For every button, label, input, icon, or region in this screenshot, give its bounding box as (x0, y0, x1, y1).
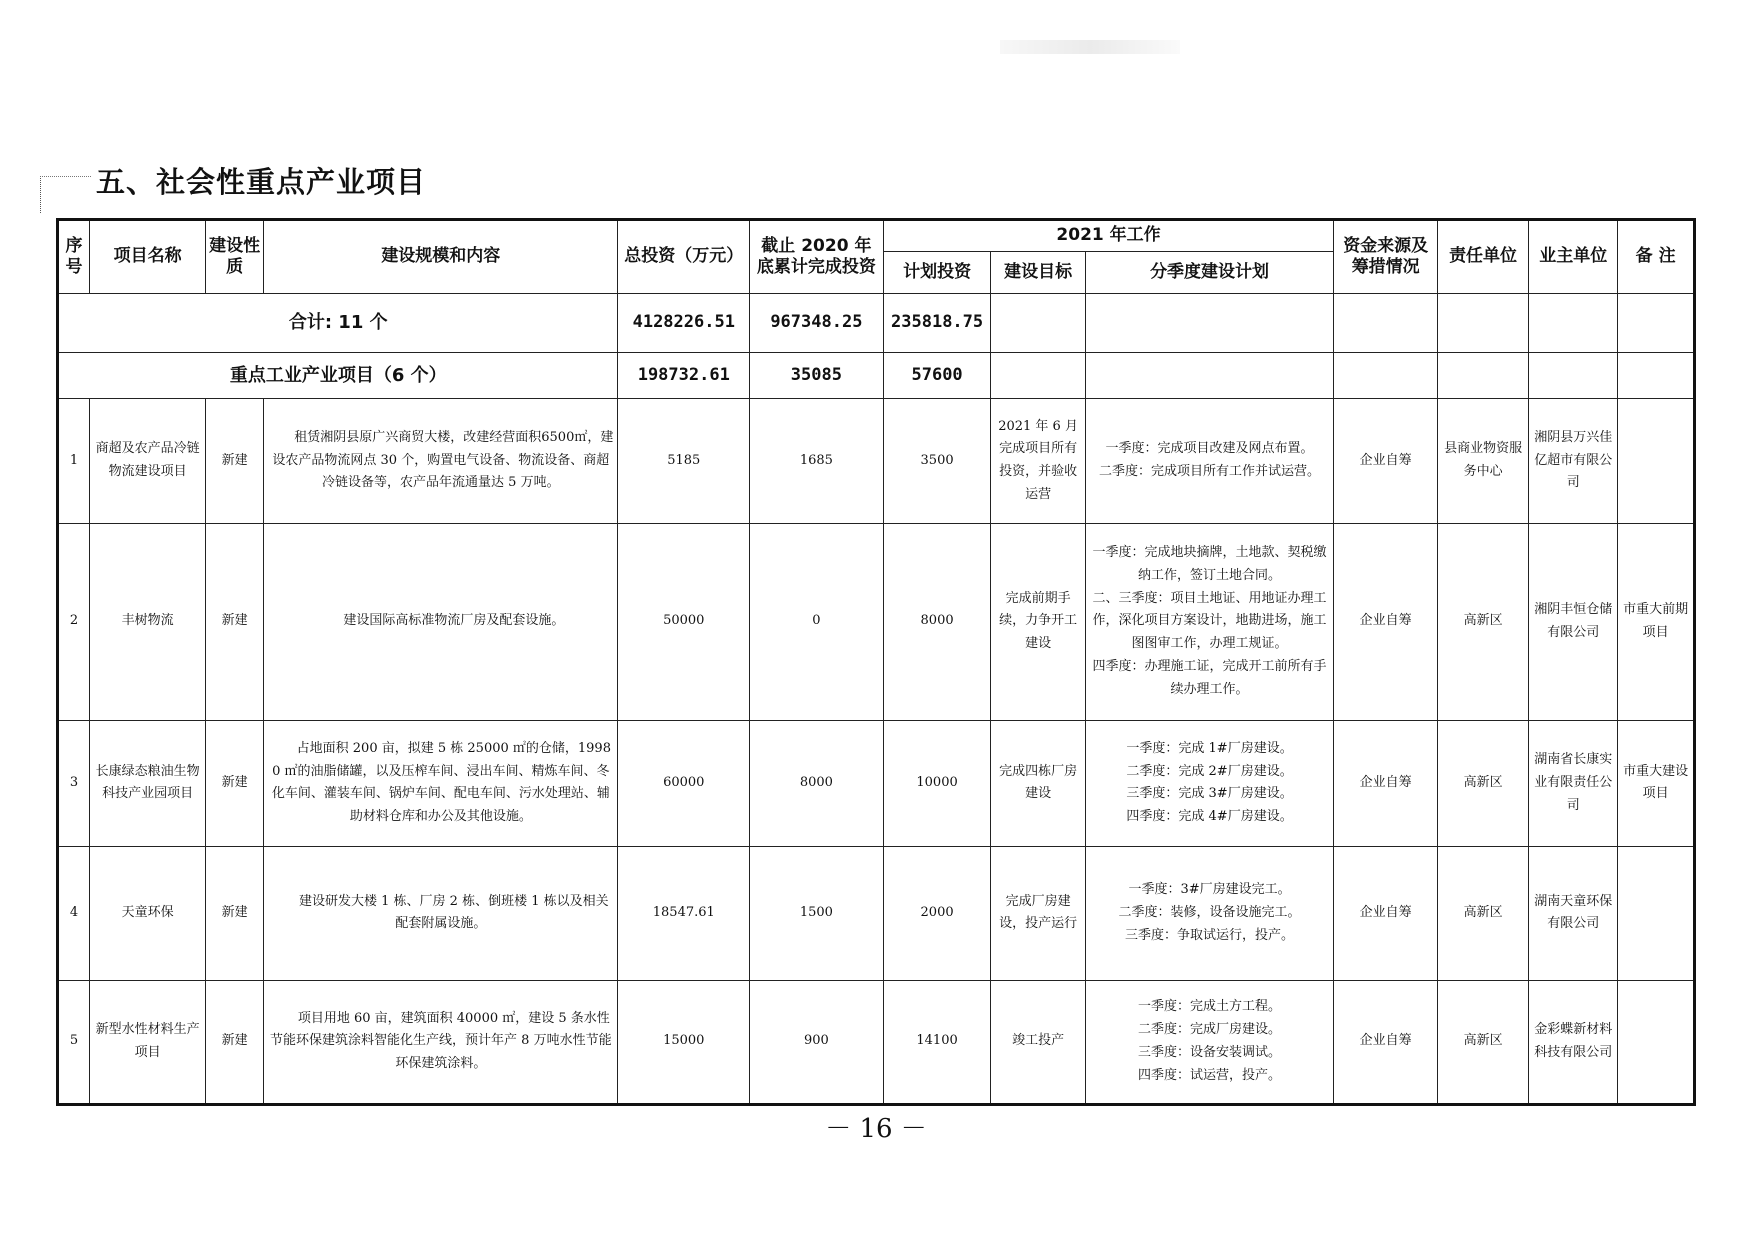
project-table (56, 218, 1696, 1106)
subtotal-row (58, 352, 1695, 399)
scan-artifact (1000, 40, 1180, 54)
subtotal-cumulative-value: 35085 (750, 352, 884, 399)
row-plan-invest: 2000 (883, 847, 991, 981)
row-funding: 企业自筹 (1334, 720, 1438, 847)
quarterly-plan-line: 一季度：完成土方工程。 (1138, 999, 1282, 1015)
row-name: 丰树物流 (90, 523, 206, 720)
row-funding: 企业自筹 (1334, 980, 1438, 1104)
header-nature: 建设性质 (206, 220, 264, 294)
row-name: 商超及农产品冷链物流建设项目 (90, 399, 206, 523)
project-row (58, 980, 1695, 1104)
quarterly-plan-line: 三季度：设备安装调试。 (1138, 1044, 1282, 1060)
row-funding: 企业自筹 (1334, 523, 1438, 720)
header-responsible: 责任单位 (1437, 220, 1528, 294)
row-plan-invest: 8000 (883, 523, 991, 720)
header-funding: 资金来源及筹措情况 (1334, 220, 1438, 294)
quarterly-plan-line: 一季度：完成地块摘牌，土地款、契税缴纳工作，签订土地合同。 (1092, 545, 1327, 583)
row-cumulative: 8000 (750, 720, 884, 847)
quarterly-plan-line: 三季度：完成 3#厂房建设。 (1126, 786, 1293, 802)
subtotal-invest-value: 198732.61 (618, 352, 750, 399)
row-target: 完成厂房建设，投产运行 (991, 847, 1085, 981)
row-scale: 占地面积 200 亩，拟建 5 栋 25000 ㎡的仓储，19980 ㎡的油脂储罐，以及压榨车间、浸出车间、精炼车间、冬化车间、灌装车间、锅炉车间、配电车间、污水处理站、辅助材料仓库和办公及其他设施。 (264, 720, 618, 847)
total-invest-value: 4128226.51 (618, 294, 750, 353)
quarterly-plan-line: 一季度：3#厂房建设完工。 (1128, 882, 1291, 898)
quarterly-plan-line: 二季度：完成项目所有工作并试运营。 (1099, 464, 1321, 480)
row-total-invest: 18547.61 (618, 847, 750, 981)
row-total-invest: 60000 (618, 720, 750, 847)
subtotal-label: 重点工业产业项目（6 个） (58, 352, 618, 399)
header-target: 建设目标 (991, 252, 1085, 294)
row-total-invest: 5185 (618, 399, 750, 523)
row-scale: 租赁湘阴县原广兴商贸大楼，改建经营面积6500㎡，建设农产品物流网点 30 个，购置电气设备、物流设备、商超冷链设备等，农产品年流通量达 5 万吨。 (264, 399, 618, 523)
row-remarks (1618, 399, 1695, 523)
header-remarks: 备 注 (1618, 220, 1695, 294)
row-scale: 项目用地 60 亩，建筑面积 40000 ㎡，建设 5 条水性节能环保建筑涂料智能化生产线，预计年产 8 万吨水性节能环保建筑涂料。 (264, 980, 618, 1104)
row-name: 长康绿态粮油生物科技产业园项目 (90, 720, 206, 847)
total-plan-invest-value: 235818.75 (883, 294, 991, 353)
total-cumulative-value: 967348.25 (750, 294, 884, 353)
header-owner: 业主单位 (1529, 220, 1618, 294)
header-seq: 序号 (58, 220, 90, 294)
quarterly-plan-line: 三季度：争取试运行，投产。 (1125, 927, 1295, 943)
row-plan-invest: 10000 (883, 720, 991, 847)
row-owner: 湘阴县万兴佳亿超市有限公司 (1529, 399, 1618, 523)
quarterly-plan-line: 一季度：完成 1#厂房建设。 (1126, 740, 1293, 756)
row-remarks (1618, 847, 1695, 981)
quarterly-plan-line: 一季度：完成项目改建及网点布置。 (1105, 441, 1314, 457)
row-target: 完成四栋厂房建设 (991, 720, 1085, 847)
row-remarks: 市重大前期项目 (1618, 523, 1695, 720)
total-row (58, 294, 1695, 353)
row-quarterly (1085, 399, 1334, 523)
binding-margin-mark (40, 176, 91, 213)
header-work-2021: 2021 年工作 (883, 220, 1334, 252)
row-nature: 新建 (206, 847, 264, 981)
section-title: 五、社会性重点产业项目 (96, 165, 427, 199)
row-cumulative: 1500 (750, 847, 884, 981)
row-cumulative: 0 (750, 523, 884, 720)
quarterly-plan-line: 四季度：试运营，投产。 (1138, 1067, 1282, 1083)
row-owner: 金彩蝶新材料科技有限公司 (1529, 980, 1618, 1104)
header-quarterly: 分季度建设计划 (1085, 252, 1334, 294)
quarterly-plan-line: 四季度：完成 4#厂房建设。 (1126, 809, 1293, 825)
row-plan-invest: 3500 (883, 399, 991, 523)
row-nature: 新建 (206, 720, 264, 847)
row-seq: 3 (58, 720, 90, 847)
project-row (58, 399, 1695, 523)
row-remarks (1618, 980, 1695, 1104)
row-remarks: 市重大建设项目 (1618, 720, 1695, 847)
row-scale: 建设研发大楼 1 栋、厂房 2 栋、倒班楼 1 栋以及相关配套附属设施。 (264, 847, 618, 981)
row-responsible: 高新区 (1437, 847, 1528, 981)
row-responsible: 高新区 (1437, 720, 1528, 847)
row-cumulative: 1685 (750, 399, 884, 523)
project-row (58, 720, 1695, 847)
row-responsible: 高新区 (1437, 980, 1528, 1104)
quarterly-plan-line: 二、三季度：项目土地证、用地证办理工作，深化项目方案设计，地勘进场，施工图图审工作，办理工规证。 (1092, 590, 1327, 651)
row-owner: 湖南省长康实业有限责任公司 (1529, 720, 1618, 847)
quarterly-plan-line: 二季度：完成 2#厂房建设。 (1126, 763, 1293, 779)
row-seq: 1 (58, 399, 90, 523)
row-target: 竣工投产 (991, 980, 1085, 1104)
row-name: 新型水性材料生产项目 (90, 980, 206, 1104)
quarterly-plan-line: 二季度：完成厂房建设。 (1138, 1022, 1282, 1038)
row-plan-invest: 14100 (883, 980, 991, 1104)
row-owner: 湖南天童环保有限公司 (1529, 847, 1618, 981)
row-responsible: 高新区 (1437, 523, 1528, 720)
header-total-invest: 总投资（万元） (618, 220, 750, 294)
row-funding: 企业自筹 (1334, 847, 1438, 981)
row-quarterly (1085, 523, 1334, 720)
project-row (58, 523, 1695, 720)
header-scale: 建设规模和内容 (264, 220, 618, 294)
header-cumulative: 截止 2020 年底累计完成投资 (750, 220, 884, 294)
row-seq: 4 (58, 847, 90, 981)
project-row (58, 847, 1695, 981)
row-total-invest: 50000 (618, 523, 750, 720)
row-total-invest: 15000 (618, 980, 750, 1104)
row-nature: 新建 (206, 980, 264, 1104)
header-name: 项目名称 (90, 220, 206, 294)
page-number: － 16 － (825, 1114, 927, 1144)
total-label: 合计: 11 个 (58, 294, 618, 353)
row-cumulative: 900 (750, 980, 884, 1104)
row-quarterly (1085, 847, 1334, 981)
row-scale: 建设国际高标准物流厂房及配套设施。 (264, 523, 618, 720)
quarterly-plan-line: 二季度：装修，设备设施完工。 (1118, 905, 1301, 921)
row-nature: 新建 (206, 523, 264, 720)
row-seq: 2 (58, 523, 90, 720)
row-name: 天童环保 (90, 847, 206, 981)
subtotal-plan-invest-value: 57600 (883, 352, 991, 399)
row-quarterly (1085, 980, 1334, 1104)
row-owner: 湘阴丰恒仓储有限公司 (1529, 523, 1618, 720)
quarterly-plan-line: 四季度：办理施工证，完成开工前所有手续办理工作。 (1092, 658, 1327, 697)
header-plan-invest: 计划投资 (883, 252, 991, 294)
row-target: 2021 年 6 月完成项目所有投资，并验收运营 (991, 399, 1085, 523)
row-nature: 新建 (206, 399, 264, 523)
row-funding: 企业自筹 (1334, 399, 1438, 523)
row-target: 完成前期手续，力争开工建设 (991, 523, 1085, 720)
row-responsible: 县商业物资服务中心 (1437, 399, 1528, 523)
row-quarterly (1085, 720, 1334, 847)
row-seq: 5 (58, 980, 90, 1104)
